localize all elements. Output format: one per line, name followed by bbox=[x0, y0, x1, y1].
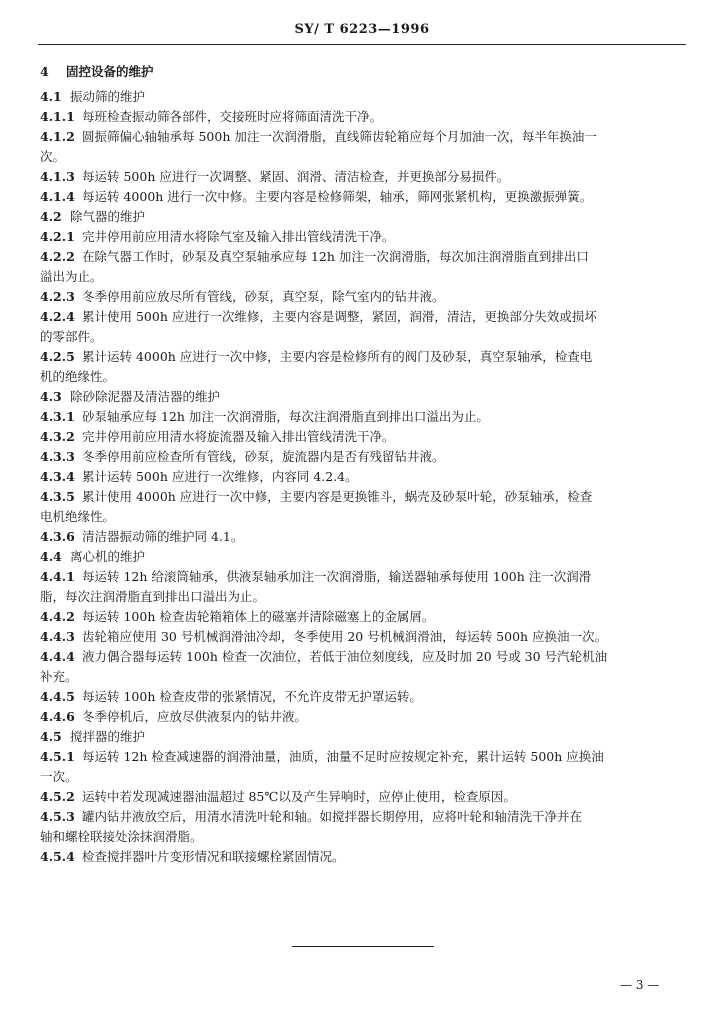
clause-number: 4.4.4 bbox=[40, 649, 75, 664]
clause-text: 每运转 100h 检查皮带的张紧情况，不允许皮带无护罩运转。 bbox=[82, 689, 422, 704]
clause-text: 检查搅拌器叶片变形情况和联接螺栓紧固情况。 bbox=[82, 849, 345, 864]
clause-line bbox=[40, 847, 684, 867]
clause-text: 离心机的维护 bbox=[70, 549, 146, 564]
clause-line bbox=[40, 787, 684, 807]
clause-number: 4.1.3 bbox=[40, 169, 75, 184]
clause-number: 4.2.1 bbox=[40, 229, 75, 244]
clause-line bbox=[40, 307, 684, 327]
clause-continuation bbox=[40, 667, 684, 687]
clause-number: 4.4.1 bbox=[40, 569, 75, 584]
clause-line bbox=[40, 107, 684, 127]
clause-text: 累计运转 500h 应进行一次维修，内容同 4.2.4。 bbox=[82, 469, 358, 484]
clause-number: 4.4.6 bbox=[40, 709, 75, 724]
clause-line bbox=[40, 627, 684, 647]
clause-text: 累计运转 4000h 应进行一次中修，主要内容是检修所有的阀门及砂泵，真空泵轴承，检查电 bbox=[82, 349, 593, 364]
clause-number: 4.3.5 bbox=[40, 489, 75, 504]
clause-line bbox=[40, 247, 684, 267]
clause-text: 脂，每次注润滑脂直到排出口溢出为止。 bbox=[40, 589, 266, 604]
clause-text: 每运转 12h 给滚筒轴承，供液泵轴承加注一次润滑脂，输送器轴承每使用 100h 注一次润滑 bbox=[82, 569, 592, 584]
clause-text: 冬季停用前应放尽所有管线，砂泵，真空泵，除气室内的钻井液。 bbox=[82, 289, 445, 304]
section-heading bbox=[40, 207, 684, 227]
clause-text: 轴和螺栓联接处涂抹润滑脂。 bbox=[40, 829, 203, 844]
clause-number: 4.2.5 bbox=[40, 349, 75, 364]
clause-text: 罐内钻井液放空后，用清水清洗叶轮和轴。如搅拌器长期停用，应将叶轮和轴清洗干净并在 bbox=[82, 809, 583, 824]
clause-number: 4.2.2 bbox=[40, 249, 75, 264]
clause-text: 振动筛的维护 bbox=[70, 89, 146, 104]
section-heading bbox=[40, 87, 684, 107]
clause-number: 4.3.3 bbox=[40, 449, 75, 464]
clause-number: 4.4.3 bbox=[40, 629, 75, 644]
clause-text: 的零部件。 bbox=[40, 329, 103, 344]
clause-text: 搅拌器的维护 bbox=[70, 729, 146, 744]
section-heading bbox=[40, 387, 684, 407]
clause-number: 4.1.4 bbox=[40, 189, 75, 204]
clause-line bbox=[40, 287, 684, 307]
clause-line bbox=[40, 747, 684, 767]
clause-text: 除砂除泥器及清洁器的维护 bbox=[70, 389, 221, 404]
section-heading bbox=[40, 727, 684, 747]
clause-line bbox=[40, 347, 684, 367]
clause-number: 4.1.2 bbox=[40, 129, 75, 144]
clause-text: 在除气器工作时，砂泵及真空泵轴承应每 12h 加注一次润滑脂，每次加注润滑脂直到排出口 bbox=[82, 249, 589, 264]
clause-number: 4.2.4 bbox=[40, 309, 75, 324]
clause-number: 4.3.6 bbox=[40, 529, 75, 544]
clause-line bbox=[40, 447, 684, 467]
clause-continuation bbox=[40, 267, 684, 287]
clause-number: 4.3.2 bbox=[40, 429, 75, 444]
clause-text: 齿轮箱应使用 30 号机械润滑油冷却，冬季使用 20 号机械润滑油，每运转 500h 应换油一次。 bbox=[82, 629, 608, 644]
clause-text: 次。 bbox=[40, 149, 66, 164]
clause-continuation bbox=[40, 827, 684, 847]
clause-text: 液力偶合器每运转 100h 检查一次油位，若低于油位刻度线，应及时加 20 号或 30 号汽轮机油 bbox=[82, 649, 608, 664]
chapter-heading bbox=[40, 62, 684, 82]
clause-text: 冬季停用前应检查所有管线，砂泵，旋流器内是否有残留钻井液。 bbox=[82, 449, 445, 464]
clause-number: 4.5.4 bbox=[40, 849, 75, 864]
clause-text: 补充。 bbox=[40, 669, 78, 684]
clause-line bbox=[40, 607, 684, 627]
clause-line bbox=[40, 467, 684, 487]
clause-line bbox=[40, 227, 684, 247]
clause-line bbox=[40, 567, 684, 587]
clause-text: 每运转 4000h 进行一次中修。主要内容是检修筛架，轴承，筛网张紧机构，更换激振弹簧。 bbox=[82, 189, 593, 204]
clause-line bbox=[40, 647, 684, 667]
header-rule bbox=[38, 44, 686, 45]
clause-number: 4.3 bbox=[40, 389, 62, 404]
clause-line bbox=[40, 427, 684, 447]
clause-continuation bbox=[40, 587, 684, 607]
clause-line bbox=[40, 187, 684, 207]
chapter-number: 4 bbox=[40, 64, 49, 79]
clause-list bbox=[40, 87, 684, 867]
clause-text: 累计使用 500h 应进行一次维修，主要内容是调整，紧固，润滑，清洁，更换部分失效或损坏 bbox=[82, 309, 597, 324]
clause-continuation bbox=[40, 147, 684, 167]
clause-text: 机的绝缘性。 bbox=[40, 369, 116, 384]
clause-text: 每运转 500h 应进行一次调整、紧固、润滑、清洁检查，并更换部分易损件。 bbox=[82, 169, 510, 184]
clause-text: 砂泵轴承应每 12h 加注一次润滑脂，每次注润滑脂直到排出口溢出为止。 bbox=[82, 409, 489, 424]
standard-header: SY/ T 6223—1996 bbox=[294, 22, 430, 37]
clause-text: 完井停用前应用清水将除气室及输入排出管线清洗干净。 bbox=[82, 229, 395, 244]
section-heading bbox=[40, 547, 684, 567]
clause-text: 溢出为止。 bbox=[40, 269, 103, 284]
clause-text: 每运转 100h 检查齿轮箱箱体上的磁塞并清除磁塞上的金属屑。 bbox=[82, 609, 435, 624]
clause-line bbox=[40, 707, 684, 727]
clause-line bbox=[40, 807, 684, 827]
clause-continuation bbox=[40, 767, 684, 787]
clause-text: 累计使用 4000h 应进行一次中修，主要内容是更换锥斗，蜗壳及砂泵叶轮，砂泵轴承，检查 bbox=[82, 489, 593, 504]
chapter-title: 固控设备的维护 bbox=[66, 64, 154, 79]
clause-text: 清洁器振动筛的维护同 4.1。 bbox=[82, 529, 244, 544]
clause-number: 4.4.2 bbox=[40, 609, 75, 624]
clause-number: 4.2 bbox=[40, 209, 62, 224]
clause-text: 完井停用前应用清水将旋流器及输入排出管线清洗干净。 bbox=[82, 429, 395, 444]
clause-line bbox=[40, 407, 684, 427]
clause-number: 4.5.3 bbox=[40, 809, 75, 824]
clause-text: 一次。 bbox=[40, 769, 78, 784]
clause-line bbox=[40, 167, 684, 187]
clause-number: 4.2.3 bbox=[40, 289, 75, 304]
clause-number: 4.3.4 bbox=[40, 469, 75, 484]
clause-number: 4.1.1 bbox=[40, 109, 75, 124]
clause-text: 除气器的维护 bbox=[70, 209, 146, 224]
clause-line bbox=[40, 527, 684, 547]
clause-text: 每班检查振动筛各部件，交接班时应将筛面清洗干净。 bbox=[82, 109, 383, 124]
clause-number: 4.4 bbox=[40, 549, 62, 564]
clause-text: 运转中若发现减速器油温超过 85℃以及产生异响时，应停止使用，检查原因。 bbox=[82, 789, 516, 804]
clause-text: 电机绝缘性。 bbox=[40, 509, 116, 524]
clause-continuation bbox=[40, 507, 684, 527]
clause-number: 4.3.1 bbox=[40, 409, 75, 424]
end-rule bbox=[292, 946, 434, 947]
clause-text: 圆振筛偏心轴轴承每 500h 加注一次润滑脂，直线筛齿轮箱应每个月加油一次，每半年换油一 bbox=[82, 129, 597, 144]
clause-line bbox=[40, 127, 684, 147]
clause-continuation bbox=[40, 367, 684, 387]
document-body bbox=[40, 62, 684, 867]
clause-number: 4.1 bbox=[40, 89, 62, 104]
clause-number: 4.5.1 bbox=[40, 749, 75, 764]
page-number: — 3 — bbox=[620, 978, 660, 992]
clause-text: 每运转 12h 检查减速器的润滑油量，油质，油量不足时应按规定补充，累计运转 500h 应换油 bbox=[82, 749, 604, 764]
clause-number: 4.5.2 bbox=[40, 789, 75, 804]
clause-continuation bbox=[40, 327, 684, 347]
clause-text: 冬季停机后，应放尽供液泵内的钻井液。 bbox=[82, 709, 308, 724]
clause-number: 4.4.5 bbox=[40, 689, 75, 704]
clause-line bbox=[40, 487, 684, 507]
clause-line bbox=[40, 687, 684, 707]
clause-number: 4.5 bbox=[40, 729, 62, 744]
